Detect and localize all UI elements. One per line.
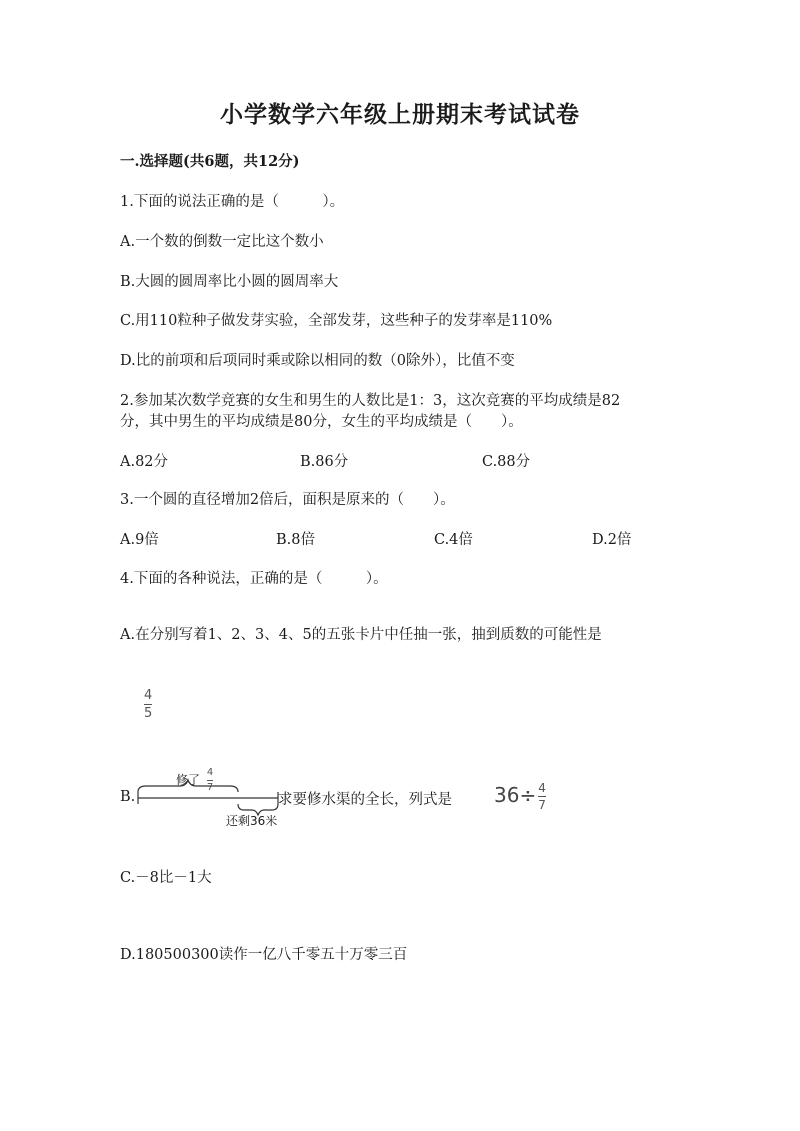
repaired-fraction	[207, 768, 213, 793]
fraction-numerator: 4	[206, 767, 214, 778]
question-4-option-b-text: 求要修水渠的全长，列式是	[278, 792, 452, 808]
question-3-stem: 3.一个圆的直径增加2倍后，面积是原来的（ ）。	[120, 492, 455, 508]
question-1-option-d: D.比的前项和后项同时乘或除以相同的数（0除外），比值不变	[120, 353, 515, 369]
fraction-bar	[538, 796, 546, 797]
question-2-stem-line1: 2.参加某次数学竞赛的女生和男生的人数比是1：3，这次竞赛的平均成绩是82	[120, 393, 621, 409]
question-4-option-b-label: B.	[120, 789, 136, 805]
repaired-label: 修了	[176, 773, 201, 787]
fraction-numerator: 4	[144, 688, 153, 703]
question-2-option-b: B.86分	[300, 454, 349, 470]
fraction-bar	[144, 704, 152, 705]
fraction-denominator: 5	[144, 706, 153, 721]
question-2-option-a: A.82分	[120, 454, 169, 470]
fraction-denominator: 7	[206, 782, 214, 793]
expression-dividend: 36÷	[494, 783, 537, 807]
question-1-stem: 1.下面的说法正确的是（ ）。	[120, 194, 345, 210]
question-2-option-c: C.88分	[482, 454, 531, 470]
expression-fraction	[538, 782, 546, 811]
question-4-option-a-fraction	[144, 688, 152, 720]
question-4-stem: 4.下面的各种说法，正确的是（ ）。	[120, 571, 388, 587]
question-1-option-a: A.一个数的倒数一定比这个数小	[120, 234, 324, 250]
question-4-option-c: C.－8比－1大	[120, 870, 212, 886]
question-3-option-a: A.9倍	[120, 532, 159, 548]
canal-diagram-bottom-label: 还剩36米	[226, 814, 278, 828]
question-3-option-b: B.8倍	[276, 532, 315, 548]
section-heading-choice: 一.选择题(共6题，共12分)	[120, 153, 300, 170]
question-3-option-d: D.2倍	[592, 532, 632, 548]
exam-title: 小学数学六年级上册期末考试试卷	[220, 101, 580, 128]
question-1-option-c: C.用110粒种子做发芽实验，全部发芽，这些种子的发芽率是110%	[120, 313, 553, 329]
fraction-denominator: 7	[538, 798, 546, 812]
question-4-option-d: D.180500300读作一亿八千零五十万零三百	[120, 947, 408, 963]
canal-diagram-top-label	[176, 768, 213, 793]
fraction-bar	[207, 780, 213, 781]
question-3-option-c: C.4倍	[434, 532, 473, 548]
question-4-option-a: A.在分别写着1、2、3、4、5的五张卡片中任抽一张，抽到质数的可能性是	[120, 627, 602, 643]
canal-diagram	[120, 767, 580, 830]
question-2-stem-line2: 分，其中男生的平均成绩是80分，女生的平均成绩是（ ）。	[120, 414, 523, 430]
question-1-option-b: B.大圆的圆周率比小圆的圆周率大	[120, 274, 339, 290]
fraction-numerator: 4	[538, 781, 546, 795]
question-4-option-b-expression	[494, 782, 546, 811]
